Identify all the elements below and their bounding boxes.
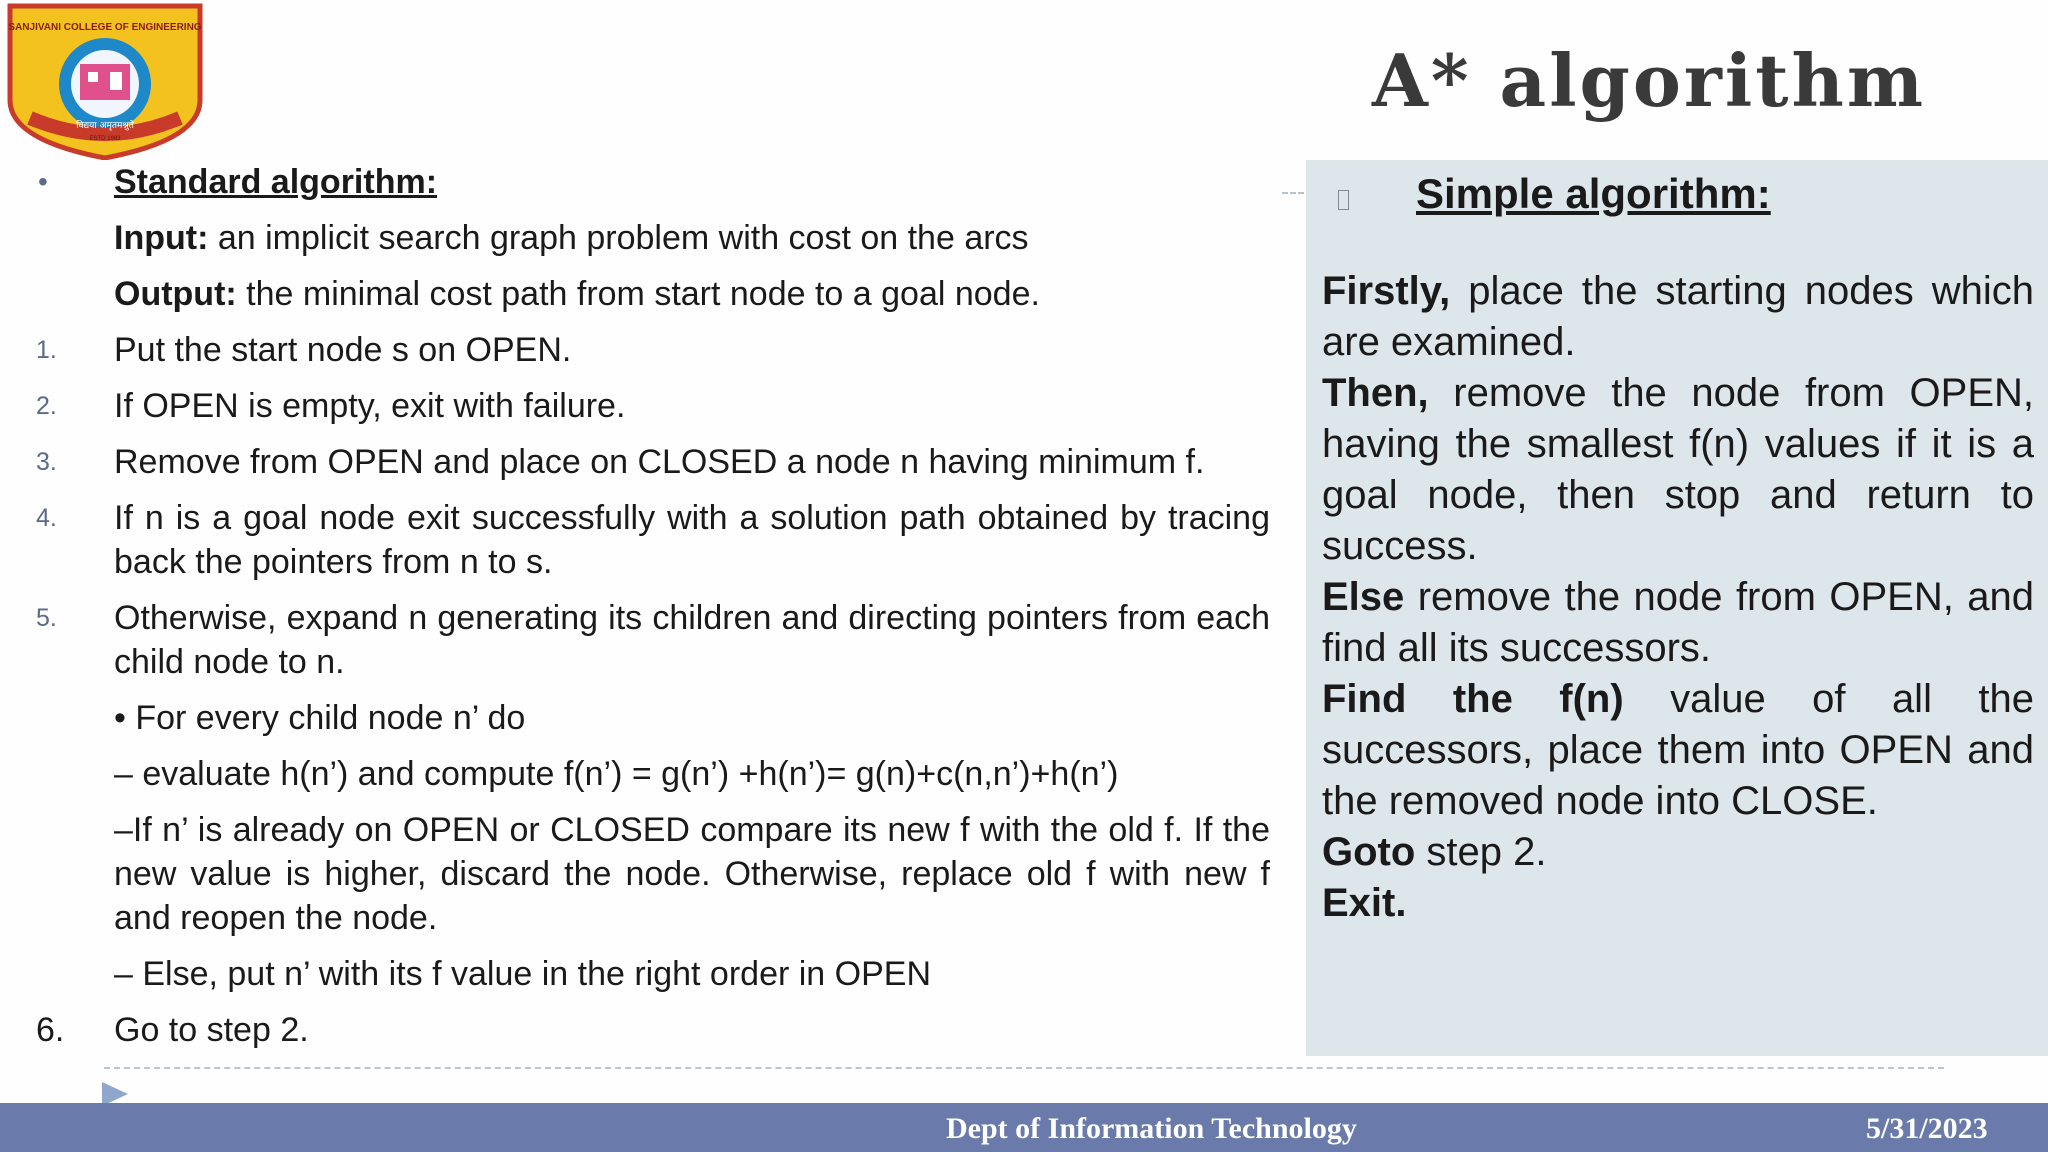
step-1-text: Put the start node s on OPEN. [114,331,572,369]
substep-3-text: –If n’ is already on OPEN or CLOSED compare its new f with the old f. If the new value is higher, discard the node. Otherwise, replace old f with new f and reopen the node. [114,811,1270,937]
step-5 [0,596,1280,684]
step-4-text: If n is a goal node exit successfully with a solution path obtained by tracing back the pointers from n to s. [114,499,1270,581]
logo-motto: विद्यया अमृतमश्नुते [76,121,134,131]
step-2 [0,384,1280,428]
bottom-divider [104,1067,1944,1069]
simple-step-exit [1322,878,2034,929]
connector-divider [1282,192,1304,194]
goto-label: Goto [1322,830,1416,874]
square-bullet-icon [1338,190,1349,210]
substep-1-text: • For every child node n’ do [114,699,526,737]
input-label: Input: [114,219,209,257]
else-text: remove the node from OPEN, and find all its successors. [1322,575,2034,670]
footer-department: Dept of Information Technology [946,1112,1357,1145]
find-label: Find the f(n) [1322,677,1624,721]
step-3-number: 3. [36,448,57,476]
output-text: the minimal cost path from start node to a goal node. [236,275,1040,313]
step-6 [0,1008,1280,1052]
substep-compare [0,808,1280,940]
college-logo [0,0,210,160]
exit-label: Exit. [1322,881,1407,925]
slide-title: A* algorithm [1371,38,1926,123]
step-1-number: 1. [36,336,57,364]
substep-4-text: – Else, put n’ with its f value in the right order in OPEN [114,955,932,993]
simple-step-goto [1322,827,2034,878]
step-2-number: 2. [36,392,57,420]
substep-2-text: – evaluate h(n’) and compute f(n’) = g(n’) +h(n’)= g(n)+c(n,n’)+h(n’) [114,755,1119,793]
logo-estd: ESTD 1983 [89,136,121,142]
find-text: value of all the successors, place them into OPEN and the removed node into CLOSE. [1322,677,2034,823]
step-3 [0,440,1280,484]
logo-top-text: SANJIVANI COLLEGE OF ENGINEERING [8,22,202,33]
step-4 [0,496,1280,584]
step-6-number: 6. [36,1011,65,1049]
footer-date: 5/31/2023 [1866,1112,1988,1145]
standard-algorithm-section [0,160,1280,1064]
bullet-icon: • [38,166,48,197]
substep-for-every-child [0,696,1280,740]
then-label: Then, [1322,371,1429,415]
substep-evaluate [0,752,1280,796]
output-label: Output: [114,275,237,313]
spacer [1322,226,2034,266]
simple-step-then [1322,368,2034,572]
goto-text: step 2. [1415,830,1547,874]
else-label: Else [1322,575,1405,619]
firstly-label: Firstly, [1322,269,1451,313]
simple-step-firstly [1322,266,2034,368]
simple-heading: Simple algorithm: [1416,170,1771,217]
then-text: remove the node from OPEN, having the smallest f(n) values if it is a goal node, then stop and return to success. [1322,371,2034,568]
substep-else [0,952,1280,996]
step-6-text: Go to step 2. [114,1011,309,1049]
simple-heading-row [1322,168,2034,226]
output-line [0,272,1280,316]
footer-bar [0,1103,2048,1152]
step-5-number: 5. [36,604,57,632]
step-3-text: Remove from OPEN and place on CLOSED a node n having minimum f. [114,443,1205,481]
step-2-text: If OPEN is empty, exit with failure. [114,387,626,425]
standard-heading-row [0,160,1280,204]
standard-heading: Standard algorithm: [114,163,438,201]
simple-step-else [1322,572,2034,674]
firstly-text: place the starting nodes which are examined. [1322,269,2034,364]
step-4-number: 4. [36,504,57,532]
simple-step-find [1322,674,2034,827]
input-text: an implicit search graph problem with cost on the arcs [208,219,1029,257]
step-5-text: Otherwise, expand n generating its children and directing pointers from each child node to n. [114,599,1270,681]
input-line [0,216,1280,260]
simple-algorithm-panel [1306,160,2048,1056]
step-1 [0,328,1280,372]
